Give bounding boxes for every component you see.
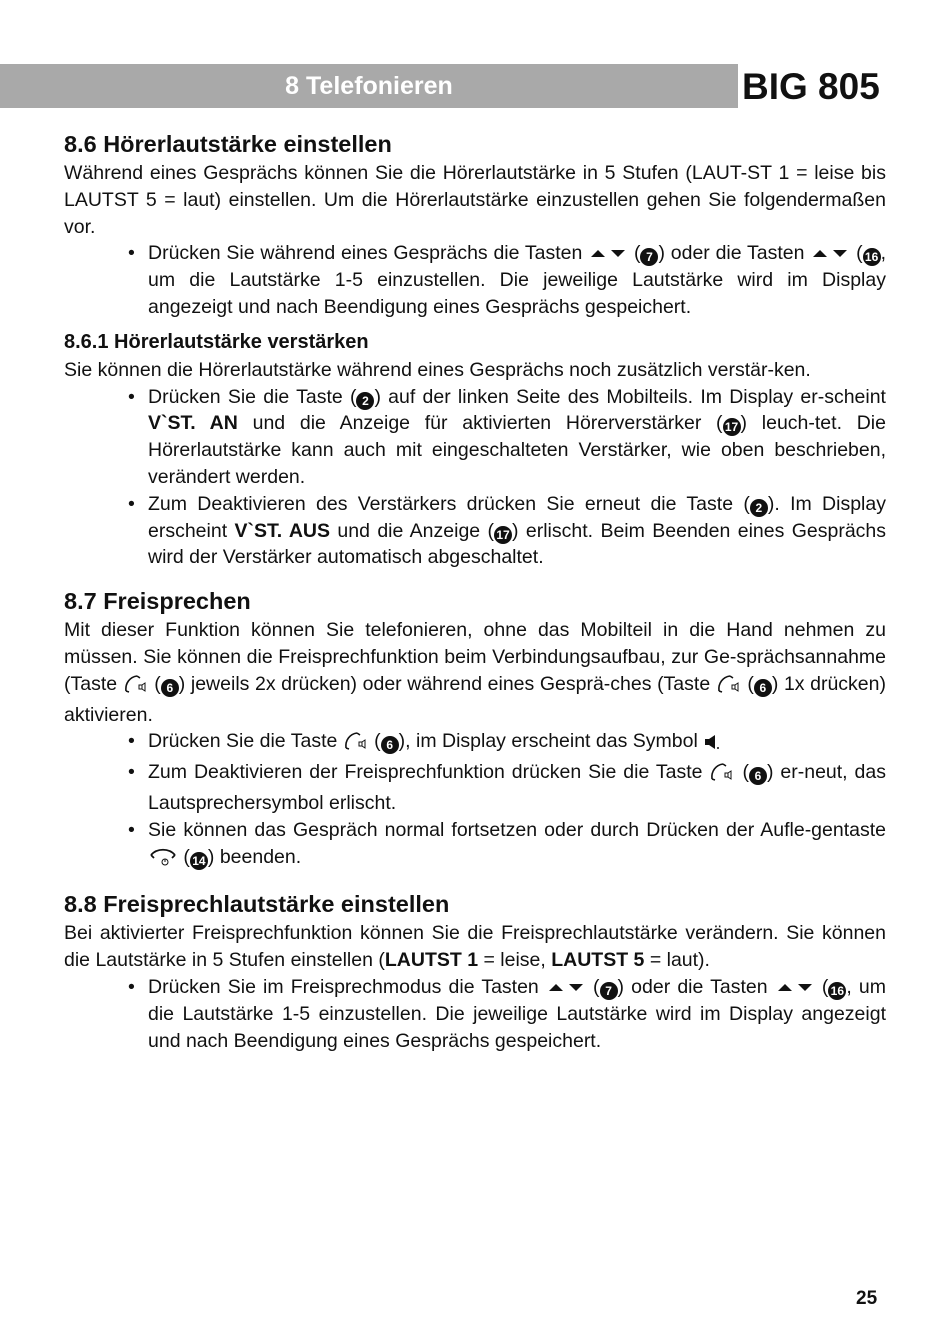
section-8-6-1-intro: Sie können die Hörerlautstärke während eines Gesprächs noch zusätzlich verstär-ken. xyxy=(64,358,811,381)
handsfree-phone-icon xyxy=(716,674,742,702)
handsfree-phone-icon xyxy=(123,674,149,702)
list-item: • Drücken Sie die Taste ( 6 ), im Display erscheint das Symbol xyxy=(64,728,886,759)
list-item: • Drücken Sie im Freisprechmodus die Tasten ( 7 ) oder die Tasten ( 16 , um die Lautstärke 1-5 einzustellen. Die jeweilige Lautstärke wird im Display angezeigt und nach Beendigung eines Gesprächs gespeichert. xyxy=(128,975,886,1052)
handsfree-phone-icon xyxy=(709,762,735,790)
display-text: LAUTST 5 xyxy=(551,949,645,972)
bullet-icon: • xyxy=(128,492,135,515)
text: Drücken Sie im Freisprechmodus die Tasten xyxy=(148,975,539,998)
section-8-7-title: 8.7 Freisprechen xyxy=(64,588,251,615)
display-text: LAUTST 1 xyxy=(384,949,479,972)
page-number: 25 xyxy=(856,1288,878,1309)
text: Sie können das Gespräch normal fortsetzen oder durch Drücken der Aufle-gentaste xyxy=(148,818,886,841)
key-number-badge: 16 xyxy=(828,982,846,1000)
text: oder die Tasten xyxy=(631,975,768,998)
text: Drücken Sie die Taste xyxy=(148,730,338,753)
list-item: • Drücken Sie während eines Gesprächs die Tasten ( 7 ) oder die Tasten ( 16 , um die Lautstärke 1-5 einzustellen. Die jeweilige Lautstärke wird im Display angezeigt und nach Beendigung eines Gesprächs gespeichert. xyxy=(128,242,887,318)
text: oder die Tasten xyxy=(670,242,805,265)
text: ) er-neut, das Lautsprechersymbol erlischt. xyxy=(148,761,886,814)
key-number-badge: 6 xyxy=(749,767,767,785)
section-8-8-intro xyxy=(64,920,886,974)
key-number-badge: 17 xyxy=(723,418,741,436)
bullet-icon: • xyxy=(128,730,135,753)
display-text: V`ST. AN xyxy=(148,412,238,435)
text: = leise, xyxy=(483,949,546,972)
speaker-icon xyxy=(703,732,721,759)
text: ), im Display erscheint das Symbol xyxy=(398,730,698,753)
text: Zum Deaktivieren des Verstärkers drücken Sie erneut die Taste ( xyxy=(148,492,750,515)
text: Zum Deaktivieren der Freisprechfunktion drücken Sie die Taste xyxy=(148,761,703,784)
text: ) leuch-tet. Die Hörerlautstärke kann auch mit eingeschalteten Verstärker, wie oben beschrieben, verändert werden. xyxy=(148,412,886,488)
list-item: • Zum Deaktivieren der Freisprechfunktion drücken Sie die Taste ( 6 ) er-neut, das Lautsprechersymbol erlischt. xyxy=(128,761,886,814)
text: , um die Lautstärke 1-5 einzustellen. Die jeweilige Lautstärke wird im Display angezeigt und nach Beendigung eines Gesprächs gespeichert. xyxy=(148,975,886,1052)
bullet-icon: • xyxy=(128,818,135,841)
text: ). Im Display erscheint xyxy=(148,492,886,542)
key-number-badge: 16 xyxy=(863,248,881,266)
list-item xyxy=(64,384,886,491)
section-8-6-1-list xyxy=(64,384,886,572)
section-8-7-list xyxy=(64,728,886,874)
key-number-badge: 6 xyxy=(161,679,179,697)
text: ) auf der linken Seite des Mobilteils. Im Display er-scheint xyxy=(374,385,886,408)
text: und die Anzeige ( xyxy=(337,519,495,542)
handsfree-phone-icon xyxy=(343,731,369,759)
section-8-6-intro: Während eines Gesprächs können Sie die Hörerlautstärke in 5 Stufen (LAUT-ST 1 = leise bis LAUTST 5 = laut) einstellen. Um die Hörerlautstärke einzustellen gehen Sie folgendermaßen vor. xyxy=(64,162,886,238)
section-8-6-title: 8.6 Hörerlautstärke einstellen xyxy=(64,131,392,157)
text: = laut). xyxy=(649,949,710,972)
text: , um die Lautstärke 1-5 einzustellen. Die jeweilige Lautstärke wird im Display angezeigt und nach Beendigung eines Gesprächs gespeichert. xyxy=(148,242,887,318)
chapter-title: 8 Telefonieren xyxy=(285,72,453,100)
list-item: • Sie können das Gespräch normal fortsetzen oder durch Drücken der Aufle-gentaste ( 14 ) beenden. xyxy=(64,817,886,875)
text: ) jeweils 2x drücken) oder während eines Gesprä-ches (Taste xyxy=(178,672,711,695)
text: Drücken Sie die Taste ( xyxy=(148,385,357,408)
key-number-badge: 6 xyxy=(381,736,399,754)
key-number-badge: 2 xyxy=(356,392,374,410)
section-8-7-intro: Mit dieser Funktion können Sie telefonieren, ohne das Mobilteil in die Hand nehmen zu müssen. Sie können die Freisprechfunktion beim Verbindungsaufbau, zur Ge-sprächsannahme (Taste ( 6 ) jeweils 2x drücken) oder während eines Gesprä-ches (Taste ( 6 ) 1x drücken) aktivieren. xyxy=(64,619,886,726)
bullet-icon: • xyxy=(128,242,135,265)
up-down-arrows-icon xyxy=(775,974,815,1001)
section-8-6-list xyxy=(64,240,886,320)
list-item xyxy=(64,491,886,571)
bullet-icon: • xyxy=(128,761,135,784)
text: ) beenden. xyxy=(207,845,302,868)
text: Bei aktivierter Freisprechfunktion können Sie die Freisprechlautstärke verändern. Sie können die Lautstärke in 5 Stufen einstellen ( xyxy=(64,922,886,972)
model-name: BIG 805 xyxy=(742,66,880,107)
up-down-arrows-icon xyxy=(546,974,586,1001)
section-8-8-title: 8.8 Freisprechlautstärke einstellen xyxy=(64,891,450,918)
key-number-badge: 17 xyxy=(494,526,512,544)
section-8-6-1-title: 8.6.1 Hörerlautstärke verstärken xyxy=(64,330,369,353)
text: Drücken Sie während eines Gesprächs die Tasten xyxy=(148,242,583,265)
bullet-icon: • xyxy=(128,975,135,998)
key-number-badge: 7 xyxy=(600,982,618,1000)
text: Mit dieser Funktion können Sie telefonieren, ohne das Mobilteil in die Hand nehmen zu müssen. Sie können die Freisprechfunktion beim Verbindungsaufbau, zur Ge-sprächsannahme (Taste xyxy=(64,619,886,695)
text: ) 1x drücken) aktivieren. xyxy=(64,672,886,726)
key-number-badge: 6 xyxy=(754,679,772,697)
up-down-arrows-icon xyxy=(810,240,850,267)
key-number-badge: 14 xyxy=(190,852,208,870)
page-content xyxy=(64,128,886,1054)
key-number-badge: 7 xyxy=(640,248,658,266)
hangup-icon xyxy=(148,847,178,875)
text: ) erlischt. Beim Beenden eines Gesprächs wird der Verstärker automatisch abgeschaltet. xyxy=(148,519,887,569)
bullet-icon: • xyxy=(128,385,135,408)
chapter-header-bar xyxy=(0,64,738,108)
section-8-8-list xyxy=(64,974,886,1054)
key-number-badge: 2 xyxy=(750,499,768,517)
up-down-arrows-icon xyxy=(588,240,628,267)
display-text: V`ST. AUS xyxy=(234,519,331,542)
text: und die Anzeige für aktivierten Hörerverstärker ( xyxy=(252,412,723,435)
